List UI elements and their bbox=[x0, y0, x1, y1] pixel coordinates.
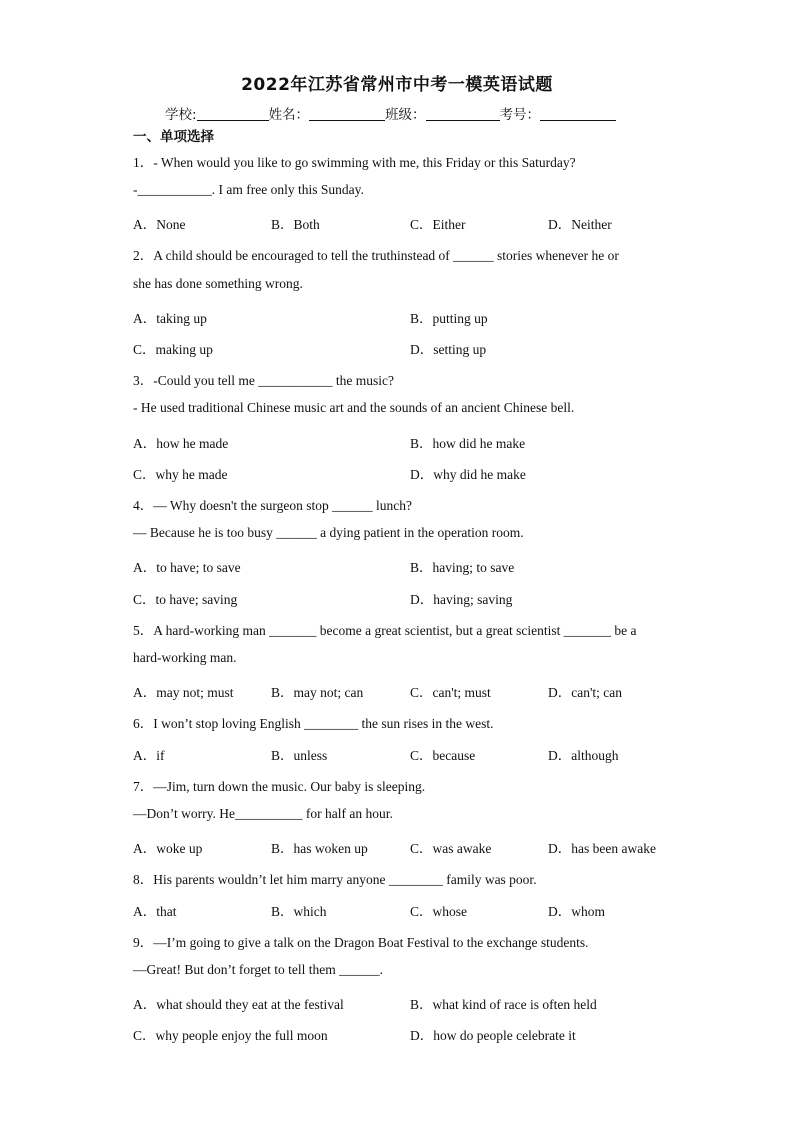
question-4-option-d[interactable]: D．having; saving bbox=[410, 592, 513, 607]
page-title: 2022年江苏省常州市中考一模英语试题 bbox=[241, 75, 553, 95]
question-6-option-b[interactable]: B．unless bbox=[271, 748, 328, 763]
question-7-option-a[interactable]: A．woke up bbox=[133, 841, 203, 856]
question-5-option-a[interactable]: A．may not; must bbox=[133, 685, 234, 700]
student-info-line bbox=[165, 103, 616, 123]
question-4-option-c[interactable]: C．to have; saving bbox=[133, 592, 238, 607]
name-blank bbox=[309, 107, 385, 121]
question-3-option-c[interactable]: C．why he made bbox=[133, 467, 228, 482]
question-6-option-a[interactable]: A．if bbox=[133, 748, 165, 763]
question-6-option-c[interactable]: C．because bbox=[410, 748, 476, 763]
question-7-option-b[interactable]: B．has woken up bbox=[271, 841, 368, 856]
school-label: 学校: bbox=[165, 107, 197, 123]
question-4-stem-2: — Because he is too busy ______ a dying patient in the operation room. bbox=[133, 525, 524, 540]
question-4-stem: 4．— Why doesn't the surgeon stop ______ lunch? bbox=[133, 498, 413, 513]
question-2-option-a[interactable]: A．taking up bbox=[133, 311, 207, 326]
question-3-stem: 3．-Could you tell me ___________ the music? bbox=[133, 373, 394, 388]
question-2-option-b[interactable]: B．putting up bbox=[410, 311, 488, 326]
school-blank bbox=[197, 107, 269, 121]
question-1-option-b[interactable]: B．Both bbox=[271, 217, 320, 232]
question-8-option-d[interactable]: D．whom bbox=[548, 904, 605, 919]
question-3-option-d[interactable]: D．why did he make bbox=[410, 467, 526, 482]
number-label: 考号： bbox=[499, 107, 541, 123]
question-9-stem: 9．—I’m going to give a talk on the Dragon Boat Festival to the exchange students. bbox=[133, 935, 589, 950]
section-heading: 一、单项选择 bbox=[133, 129, 214, 145]
question-1-option-a[interactable]: A．None bbox=[133, 217, 186, 232]
question-3-stem-2: - He used traditional Chinese music art and the sounds of an ancient Chinese bell. bbox=[133, 400, 575, 415]
question-8-stem: 8．His parents wouldn’t let him marry anyone ________ family was poor. bbox=[133, 872, 537, 887]
question-2-option-d[interactable]: D．setting up bbox=[410, 342, 487, 357]
question-7-stem-2: —Don’t worry. He__________ for half an hour. bbox=[133, 806, 393, 821]
question-8-option-c[interactable]: C．whose bbox=[410, 904, 467, 919]
question-8-option-a[interactable]: A．that bbox=[133, 904, 177, 919]
class-label: 班级： bbox=[385, 107, 426, 123]
question-6-stem: 6．I won’t stop loving English ________ the sun rises in the west. bbox=[133, 716, 494, 731]
question-9-option-b[interactable]: B．what kind of race is often held bbox=[410, 997, 597, 1012]
question-6-option-d[interactable]: D．although bbox=[548, 748, 619, 763]
question-2-stem: 2．A child should be encouraged to tell the truthinstead of ______ stories whenever he or bbox=[133, 248, 619, 263]
question-7-option-d[interactable]: D．has been awake bbox=[548, 841, 656, 856]
question-2-option-c[interactable]: C．making up bbox=[133, 342, 213, 357]
question-1-stem-2: -___________. I am free only this Sunday. bbox=[133, 182, 364, 197]
question-7-option-c[interactable]: C．was awake bbox=[410, 841, 492, 856]
question-9-option-c[interactable]: C．why people enjoy the full moon bbox=[133, 1028, 328, 1043]
question-9-option-a[interactable]: A．what should they eat at the festival bbox=[133, 997, 344, 1012]
question-9-stem-2: —Great! But don’t forget to tell them ______. bbox=[133, 962, 383, 977]
question-1-stem: 1．- When would you like to go swimming with me, this Friday or this Saturday? bbox=[133, 155, 576, 170]
question-9-option-d[interactable]: D．how do people celebrate it bbox=[410, 1028, 576, 1043]
question-4-option-b[interactable]: B．having; to save bbox=[410, 560, 515, 575]
question-4-option-a[interactable]: A．to have; to save bbox=[133, 560, 241, 575]
name-label: 姓名： bbox=[268, 107, 310, 123]
question-1-option-d[interactable]: D．Neither bbox=[548, 217, 612, 232]
question-5-stem-2: hard-working man. bbox=[133, 650, 237, 665]
question-7-stem: 7．—Jim, turn down the music. Our baby is sleeping. bbox=[133, 779, 426, 794]
class-blank bbox=[426, 107, 500, 121]
number-blank bbox=[540, 107, 616, 121]
question-5-option-d[interactable]: D．can't; can bbox=[548, 685, 623, 700]
question-3-option-a[interactable]: A．how he made bbox=[133, 436, 229, 451]
question-1-option-c[interactable]: C．Either bbox=[410, 217, 466, 232]
question-3-option-b[interactable]: B．how did he make bbox=[410, 436, 526, 451]
question-5-option-b[interactable]: B．may not; can bbox=[271, 685, 364, 700]
question-2-stem-2: she has done something wrong. bbox=[133, 276, 303, 291]
question-5-stem: 5．A hard-working man _______ become a great scientist, but a great scientist _______ be a bbox=[133, 623, 637, 638]
question-5-option-c[interactable]: C．can't; must bbox=[410, 685, 491, 700]
question-8-option-b[interactable]: B．which bbox=[271, 904, 327, 919]
